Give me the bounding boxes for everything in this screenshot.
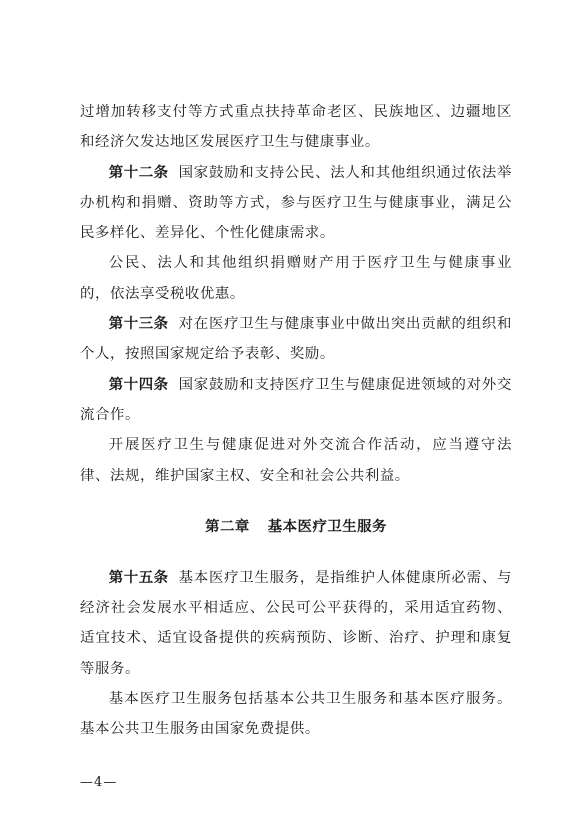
chapter-heading — [80, 512, 512, 542]
article-14-paragraph — [80, 370, 512, 431]
article-14-text: 国家鼓励和支持医疗卫生与健康促进领域的对外交流合作。 — [80, 376, 512, 423]
chapter-title-text: 基本医疗卫生服务 — [267, 518, 387, 535]
article-12-text: 国家鼓励和支持公民、法人和其他组织通过依法举办机构和捐赠、资助等方式，参与医疗卫生与健康事业，满足公民多样化、差异化、个性化健康需求。 — [80, 164, 512, 242]
article-12-paragraph — [80, 158, 512, 249]
article-15-number: 第十五条 — [108, 569, 169, 586]
article-13-text: 对在医疗卫生与健康事业中做出突出贡献的组织和个人，按照国家规定给予表彰、奖励。 — [80, 316, 512, 363]
article-13-paragraph — [80, 309, 512, 370]
article-13-number: 第十三条 — [108, 316, 169, 333]
article-12-number: 第十二条 — [108, 164, 169, 181]
article-15-text: 基本医疗卫生服务，是指维护人体健康所必需、与经济社会发展水平相适应、公民可公平获得的，采用适宜药物、适宜技术、适宜设备提供的疾病预防、诊断、治疗、护理和康复等服务。 — [80, 569, 512, 677]
article-14-number: 第十四条 — [108, 376, 169, 393]
document-body — [80, 97, 512, 745]
article-14-clause-2: 开展医疗卫生与健康促进对外交流合作活动，应当遵守法律、法规，维护国家主权、安全和社会公共利益。 — [80, 437, 512, 484]
continuation-paragraph: 过增加转移支付等方式重点扶持革命老区、民族地区、边疆地区和经济欠发达地区发展医疗卫生与健康事业。 — [80, 104, 512, 151]
article-12-clause-2: 公民、法人和其他组织捐赠财产用于医疗卫生与健康事业的，依法享受税收优惠。 — [80, 255, 512, 302]
article-15-paragraph — [80, 563, 512, 684]
article-15-clause-2: 基本医疗卫生服务包括基本公共卫生服务和基本医疗服务。基本公共卫生服务由国家免费提供。 — [80, 691, 512, 738]
page-number: —4— — [80, 775, 118, 790]
chapter-number: 第二章 — [205, 518, 250, 535]
